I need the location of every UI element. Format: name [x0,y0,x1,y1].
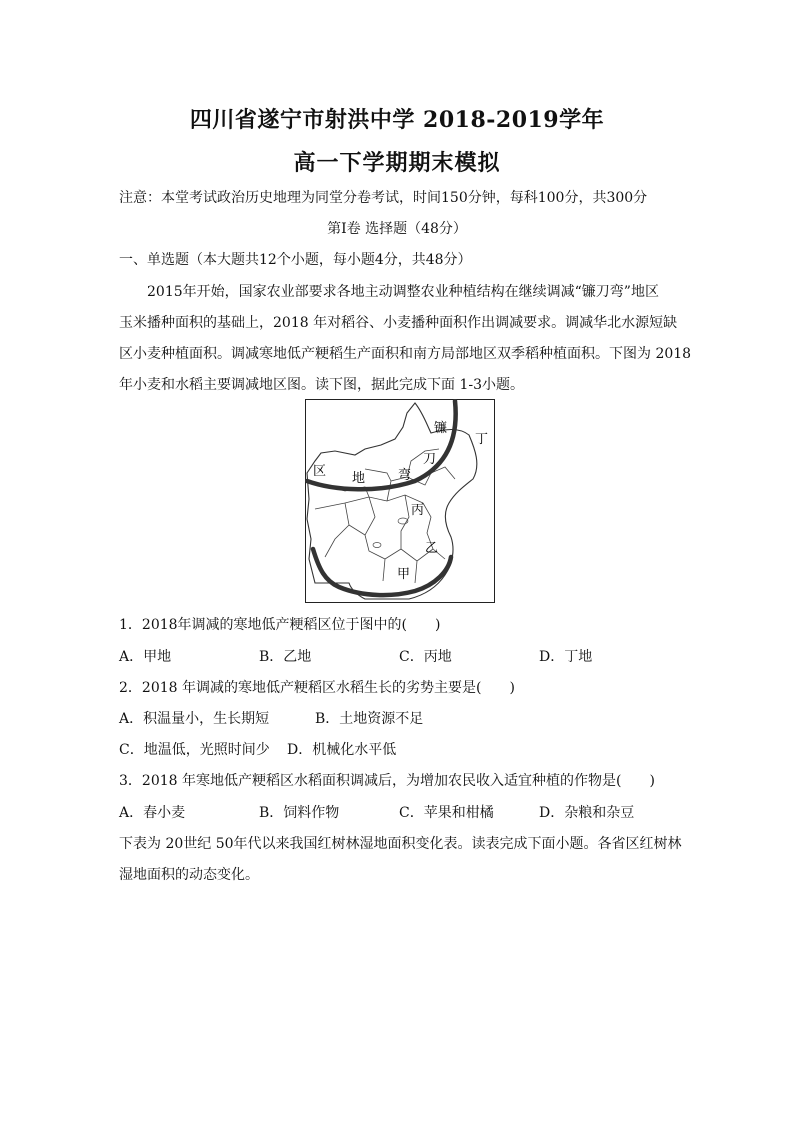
label-dao: 刀 [423,452,437,467]
part-heading: 一、单选题（本大题共12个小题，每小题4分，共48分） [119,252,472,268]
question-3-option-b: B．饲料作物 [259,805,340,821]
label-qu: 区 [313,464,327,479]
question-2-option-a: A．积温量小，生长期短 [119,711,270,727]
label-yi: 乙 [425,541,439,556]
label-lian: 镰 [434,421,448,436]
table-intro-line-2: 湿地面积的动态变化。 [119,867,259,883]
passage-line-3: 区小麦种植面积。调减寒地低产粳稻生产面积和南方局部地区双季稻种植面积。下图为 2018 [119,346,692,362]
label-di: 地 [352,471,366,486]
question-1-option-a: A．甲地 [119,649,172,665]
question-3-option-a: A．春小麦 [119,805,186,821]
label-bing: 丙 [411,503,425,518]
passage-line-2: 玉米播种面积的基础上，2018 年对稻谷、小麦播种面积作出调减要求。调减华北水源短缺 [119,315,678,331]
question-1-option-c: C．丙地 [399,649,452,665]
label-wan: 弯 [398,468,412,483]
label-ding: 丁 [475,432,489,447]
question-3-option-c: C．苹果和柑橘 [399,805,494,821]
question-1-option-b: B．乙地 [259,649,312,665]
table-intro-line-1: 下表为 20世纪 50年代以来我国红树林湿地面积变化表。读表完成下面小题。各省区红树林 [119,836,682,852]
question-2-stem: 2．2018 年调减的寒地低产粳稻区水稻生长的劣势主要是( ) [119,680,515,696]
title-line-2: 高一下学期期末模拟 [293,150,501,176]
passage-line-1: 2015年开始，国家农业部要求各地主动调整农业种植结构在继续调减“镰刀弯”地区 [147,284,659,300]
question-2-option-d: D．机械化水平低 [287,742,397,758]
question-3-stem: 3．2018 年寒地低产粳稻区水稻面积调减后，为增加农民收入适宜种植的作物是( ) [119,773,655,789]
passage-line-4: 年小麦和水稻主要调减地区图。读下图，据此完成下面 1-3小题。 [119,377,524,393]
map-svg [305,399,495,603]
question-3-option-d: D．杂粮和杂豆 [539,805,635,821]
section-title: 第Ⅰ卷 选择题（48分） [327,221,467,237]
question-2-option-b: B．土地资源不足 [315,711,424,727]
question-1-stem: 1．2018年调减的寒地低产粳稻区位于图中的( ) [119,617,441,633]
map-figure [305,399,495,603]
title-line-1: 四川省遂宁市射洪中学 2018-2019学年 [189,107,605,133]
question-1-option-d: D．丁地 [539,649,593,665]
question-2-option-c: C．地温低，光照时间少 [119,742,270,758]
exam-notice: 注意：本堂考试政治历史地理为同堂分卷考试，时间150分钟，每科100分，共300分 [119,190,648,206]
label-jia: 甲 [397,567,411,582]
